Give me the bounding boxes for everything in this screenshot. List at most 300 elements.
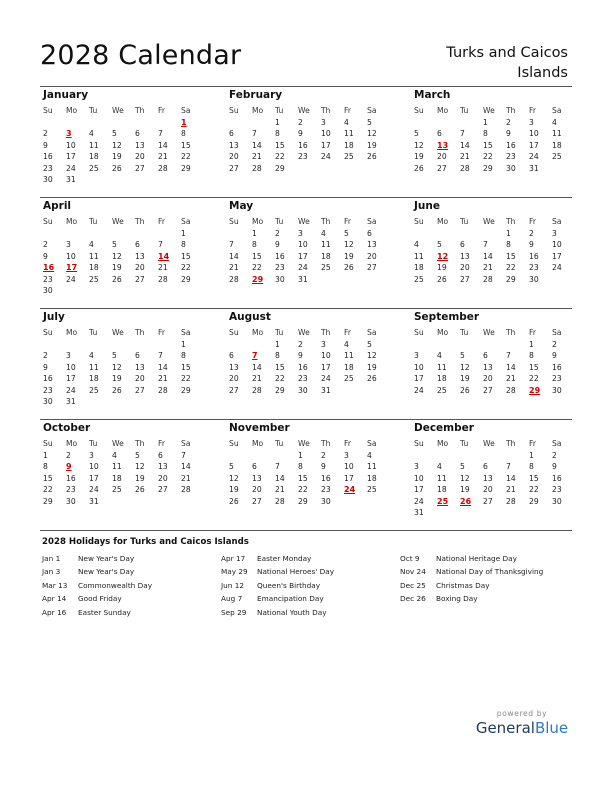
calendar-date: 29 — [529, 496, 539, 506]
empty-day — [135, 117, 158, 129]
calendar-date: 7 — [158, 240, 163, 249]
holiday-item — [42, 592, 152, 605]
calendar-date: 20 — [252, 485, 262, 494]
holiday-item-date: Jan 3 — [42, 567, 61, 577]
calendar-date: 21 — [229, 263, 239, 272]
calendar-date: 20 — [367, 251, 377, 261]
calendar-date: 20 — [135, 374, 145, 383]
calendar-date: 24 — [66, 163, 76, 173]
calendar-date: 11 — [552, 129, 562, 138]
weekday-header: Th — [135, 439, 145, 448]
holiday-date: 1 — [181, 117, 187, 127]
weekday-header: Th — [506, 217, 516, 226]
calendar-date: 24 — [298, 263, 308, 272]
weekday-header: We — [483, 439, 495, 448]
calendar-date: 29 — [181, 385, 191, 395]
calendar-date: 19 — [437, 263, 447, 272]
calendar-date: 18 — [367, 473, 377, 483]
page-title: 2028 Calendar — [40, 40, 242, 71]
calendar-date: 28 — [483, 274, 493, 284]
calendar-date: 15 — [506, 251, 516, 261]
calendar-date: 29 — [298, 496, 308, 506]
calendar-date: 17 — [89, 473, 99, 483]
month-days-grid — [43, 438, 217, 507]
calendar-date: 25 — [552, 152, 562, 161]
calendar-date: 11 — [437, 362, 447, 372]
weekday-header: Su — [414, 439, 424, 448]
calendar-date: 2 — [506, 117, 511, 127]
calendar-date: 1 — [275, 117, 280, 127]
holidays-title: 2028 Holidays for Turks and Caicos Islands — [42, 537, 249, 547]
calendar-date: 12 — [229, 473, 239, 483]
calendar-date: 26 — [367, 152, 377, 161]
calendar-date: 3 — [298, 228, 303, 238]
calendar-date: 5 — [367, 339, 372, 349]
holiday-item-name: National Day of Thanksgiving — [436, 567, 544, 577]
calendar-date: 6 — [229, 351, 234, 360]
empty-day — [158, 339, 181, 351]
calendar-date: 16 — [275, 251, 285, 261]
calendar-date: 24 — [321, 152, 331, 161]
calendar-date: 21 — [158, 263, 168, 272]
empty-day — [158, 228, 181, 240]
calendar-date: 1 — [181, 228, 186, 238]
weekday-header: Mo — [66, 328, 78, 337]
calendar-date: 15 — [181, 362, 191, 372]
calendar-date: 10 — [414, 362, 424, 372]
empty-day — [229, 228, 252, 240]
empty-day — [43, 117, 66, 129]
calendar-date: 9 — [529, 240, 534, 249]
calendar-date: 1 — [181, 339, 186, 349]
weekday-header: Sa — [552, 106, 562, 115]
calendar-date: 15 — [275, 362, 285, 372]
calendar-date: 7 — [483, 240, 488, 249]
month-name: May — [229, 200, 254, 212]
calendar-date: 6 — [135, 351, 140, 360]
brand-name-part-2: Blue — [534, 719, 569, 737]
calendar-date: 20 — [483, 374, 493, 383]
weekday-header: Mo — [437, 439, 449, 448]
empty-day — [252, 450, 275, 462]
calendar-date: 11 — [321, 240, 331, 249]
calendar-date: 12 — [344, 240, 354, 249]
calendar-date: 8 — [483, 129, 488, 138]
holiday-date: 9 — [66, 462, 72, 471]
weekday-header: Fr — [158, 106, 165, 115]
calendar-date: 7 — [181, 450, 186, 460]
brand-name — [474, 719, 570, 737]
calendar-date: 6 — [252, 462, 257, 471]
calendar-date: 7 — [252, 129, 257, 138]
calendar-date: 10 — [66, 140, 76, 150]
empty-day — [460, 228, 483, 240]
calendar-date: 19 — [344, 251, 354, 261]
calendar-date: 12 — [112, 362, 122, 372]
calendar-date: 14 — [506, 362, 516, 372]
empty-day — [252, 117, 275, 129]
calendar-date: 5 — [112, 240, 117, 249]
weekday-header: Su — [43, 328, 53, 337]
calendar-date: 22 — [181, 263, 191, 272]
holiday-date: 25 — [437, 496, 449, 506]
holiday-item-date: Apr 17 — [221, 554, 246, 563]
weekday-header: Tu — [275, 328, 284, 337]
calendar-date: 5 — [367, 117, 372, 127]
holiday-date: 26 — [460, 496, 472, 506]
month-name: October — [43, 422, 91, 434]
month-block — [40, 87, 217, 197]
calendar-date: 12 — [414, 140, 424, 150]
calendar-date: 13 — [483, 362, 493, 372]
calendar-date: 11 — [89, 362, 99, 372]
calendar-date: 25 — [367, 485, 377, 494]
calendar-date: 28 — [158, 385, 168, 395]
weekday-header: Su — [229, 106, 239, 115]
empty-day — [66, 228, 89, 240]
holiday-item-name: Boxing Day — [436, 594, 478, 604]
month-days-grid — [43, 327, 217, 408]
calendar-date: 21 — [158, 374, 168, 383]
calendar-date: 18 — [344, 362, 354, 372]
calendar-date: 18 — [437, 374, 447, 383]
calendar-date: 19 — [460, 374, 470, 383]
empty-day — [275, 450, 298, 462]
calendar-date: 7 — [158, 351, 163, 360]
calendar-date: 23 — [529, 263, 539, 272]
weekday-header: Su — [414, 106, 424, 115]
empty-day — [483, 450, 506, 462]
calendar-date: 26 — [344, 263, 354, 272]
empty-day — [437, 228, 460, 240]
calendar-date: 1 — [506, 228, 511, 238]
calendar-date: 18 — [437, 485, 447, 494]
calendar-date: 28 — [181, 485, 191, 494]
month-name: March — [414, 89, 451, 101]
calendar-date: 27 — [483, 496, 493, 506]
empty-day — [112, 117, 135, 129]
calendar-date: 15 — [298, 473, 308, 483]
calendar-date: 16 — [66, 473, 76, 483]
month-block — [403, 420, 571, 530]
weekday-header: Th — [321, 328, 331, 337]
weekday-header: Tu — [275, 106, 284, 115]
calendar-date: 24 — [66, 274, 76, 284]
calendar-date: 22 — [483, 152, 493, 161]
month-name: June — [414, 200, 440, 212]
calendar-row — [40, 308, 572, 419]
month-name: January — [43, 89, 89, 101]
weekday-header: Th — [321, 439, 331, 448]
empty-day — [414, 228, 437, 240]
calendar-date: 20 — [437, 152, 447, 161]
calendar-date: 27 — [367, 263, 377, 272]
holiday-item-name: Emancipation Day — [257, 594, 324, 604]
weekday-header: Su — [414, 217, 424, 226]
empty-day — [460, 117, 483, 129]
calendar-date: 25 — [321, 263, 331, 272]
empty-day — [437, 117, 460, 129]
calendar-date: 3 — [414, 351, 419, 360]
calendar-date: 5 — [460, 351, 465, 360]
weekday-header: We — [483, 106, 495, 115]
calendar-date: 12 — [135, 462, 145, 471]
calendar-date: 4 — [414, 240, 419, 249]
calendar-date: 12 — [367, 129, 377, 138]
holiday-item — [221, 606, 334, 619]
calendar-date: 16 — [298, 362, 308, 372]
calendar-date: 28 — [252, 385, 262, 395]
calendar-date: 2 — [275, 228, 280, 238]
calendar-date: 19 — [367, 362, 377, 372]
empty-day — [229, 117, 252, 129]
empty-day — [506, 339, 529, 351]
weekday-header: We — [112, 439, 124, 448]
calendar-date: 27 — [252, 496, 262, 506]
empty-day — [66, 117, 89, 129]
calendar-date: 10 — [344, 462, 354, 471]
calendar-date: 30 — [66, 496, 76, 506]
calendar-date: 1 — [275, 339, 280, 349]
holiday-date: 13 — [437, 140, 449, 150]
calendar-date: 6 — [483, 351, 488, 360]
weekday-header: Tu — [460, 217, 469, 226]
calendar-date: 12 — [367, 351, 377, 360]
calendar-date: 21 — [506, 485, 516, 494]
calendar-date: 30 — [275, 274, 285, 284]
holiday-item-date: Apr 14 — [42, 594, 67, 604]
calendar-date: 27 — [135, 385, 145, 395]
month-block — [40, 420, 217, 530]
calendar-date: 8 — [529, 462, 534, 471]
month-days-grid — [414, 438, 571, 519]
calendar-row — [40, 419, 572, 531]
calendar-date: 15 — [529, 362, 539, 372]
holiday-item-name: New Year's Day — [78, 554, 135, 563]
calendar-date: 18 — [89, 152, 99, 161]
calendar-date: 4 — [367, 450, 372, 460]
calendar-date: 6 — [135, 240, 140, 249]
weekday-header: Fr — [529, 328, 536, 337]
calendar-date: 30 — [506, 163, 516, 173]
calendar-date: 20 — [135, 152, 145, 161]
calendar-date: 23 — [552, 485, 562, 494]
empty-day — [414, 339, 437, 351]
weekday-header: Sa — [181, 328, 191, 337]
calendar-date: 2 — [552, 339, 557, 349]
calendar-date: 26 — [414, 163, 424, 173]
calendar-date: 27 — [229, 163, 239, 173]
calendar-date: 26 — [437, 274, 447, 284]
holidays-column — [400, 552, 543, 606]
holiday-item-date: May 29 — [221, 567, 248, 577]
calendar-date: 15 — [529, 473, 539, 483]
calendar-date: 9 — [506, 129, 511, 138]
calendar-date: 19 — [367, 140, 377, 150]
calendar-date: 29 — [43, 496, 53, 506]
holiday-item-date: Jun 12 — [221, 580, 245, 590]
calendar-date: 21 — [275, 485, 285, 494]
calendar-date: 15 — [252, 251, 262, 261]
calendar-date: 2 — [43, 129, 48, 138]
calendar-date: 3 — [66, 240, 71, 249]
country-name-line-1: Turks and Caicos — [446, 45, 568, 61]
holiday-item-name: New Year's Day — [78, 567, 135, 577]
empty-day — [229, 339, 252, 351]
calendar-date: 7 — [158, 129, 163, 138]
calendar-date: 25 — [89, 385, 99, 395]
holiday-item — [221, 579, 334, 592]
calendar-date: 2 — [529, 228, 534, 238]
calendar-date: 14 — [158, 140, 168, 150]
calendar-date: 20 — [135, 263, 145, 272]
calendar-date: 23 — [43, 385, 53, 395]
calendar-date: 23 — [43, 163, 53, 173]
calendar-date: 27 — [135, 163, 145, 173]
weekday-header: Tu — [460, 328, 469, 337]
holiday-item — [400, 592, 543, 605]
calendar-date: 18 — [552, 140, 562, 150]
calendar-date: 26 — [460, 385, 470, 395]
calendar-date: 29 — [483, 163, 493, 173]
holiday-date: 29 — [252, 274, 264, 284]
calendar-date: 21 — [483, 263, 493, 272]
holiday-item-name: Commonwealth Day — [78, 580, 153, 590]
calendar-date: 3 — [66, 351, 71, 360]
calendar-date: 14 — [275, 473, 285, 483]
calendar-date: 19 — [112, 374, 122, 383]
calendar-date: 30 — [552, 496, 562, 506]
calendar-date: 10 — [66, 251, 76, 261]
calendar-date: 16 — [43, 374, 53, 383]
calendar-date: 28 — [229, 274, 239, 284]
holidays-column — [42, 552, 152, 619]
calendar-date: 3 — [414, 462, 419, 471]
weekday-header: Mo — [252, 439, 264, 448]
calendar-date: 14 — [158, 362, 168, 372]
holiday-date: 3 — [66, 129, 72, 138]
calendar-date: 1 — [298, 450, 303, 460]
weekday-header: Sa — [552, 439, 562, 448]
weekday-header: Th — [135, 217, 145, 226]
empty-day — [460, 339, 483, 351]
weekday-header: Su — [43, 439, 53, 448]
weekday-header: Th — [321, 106, 331, 115]
calendar-date: 26 — [112, 163, 122, 173]
generalblue-logo — [474, 709, 570, 737]
calendar-date: 17 — [414, 485, 424, 494]
calendar-date: 1 — [529, 339, 534, 349]
month-days-grid — [414, 105, 571, 174]
weekday-header: We — [112, 217, 124, 226]
calendar-date: 23 — [298, 152, 308, 161]
calendar-date: 1 — [529, 450, 534, 460]
calendar-date: 25 — [89, 274, 99, 284]
month-block — [40, 198, 217, 308]
calendar-date: 24 — [414, 385, 424, 395]
calendar-date: 11 — [344, 351, 354, 360]
weekday-header: Fr — [344, 217, 351, 226]
calendar-date: 4 — [89, 240, 94, 249]
calendar-date: 25 — [344, 374, 354, 383]
month-days-grid — [414, 327, 571, 396]
calendar-date: 21 — [158, 152, 168, 161]
calendar-date: 1 — [483, 117, 488, 127]
weekday-header: Mo — [252, 328, 264, 337]
calendar-date: 15 — [43, 473, 53, 483]
weekday-header: Mo — [437, 106, 449, 115]
holiday-date: 29 — [529, 385, 541, 395]
calendar-date: 22 — [275, 374, 285, 383]
calendar-date: 29 — [275, 163, 285, 173]
calendar-date: 7 — [229, 240, 234, 249]
calendar-date: 9 — [552, 351, 557, 360]
weekday-header: We — [112, 106, 124, 115]
calendar-date: 8 — [275, 129, 280, 138]
weekday-header: Fr — [344, 328, 351, 337]
empty-day — [252, 339, 275, 351]
month-name: August — [229, 311, 271, 323]
calendar-date: 6 — [437, 129, 442, 138]
calendar-date: 25 — [344, 152, 354, 161]
calendar-date: 19 — [135, 473, 145, 483]
calendar-date: 31 — [66, 175, 76, 184]
calendar-date: 3 — [321, 117, 326, 127]
calendar-date: 16 — [43, 152, 53, 161]
calendar-date: 24 — [89, 485, 99, 494]
calendar-date: 3 — [552, 228, 557, 238]
calendar-date: 5 — [229, 462, 234, 471]
calendar-date: 27 — [483, 385, 493, 395]
holiday-item-date: Mar 13 — [42, 580, 68, 590]
empty-day — [437, 450, 460, 462]
calendar-date: 13 — [135, 140, 145, 150]
calendar-date: 18 — [89, 374, 99, 383]
holiday-item-name: Christmas Day — [436, 580, 490, 590]
calendar-date: 7 — [506, 462, 511, 471]
month-name: July — [43, 311, 65, 323]
weekday-header: Tu — [460, 439, 469, 448]
calendar-date: 19 — [460, 485, 470, 494]
calendar-date: 22 — [43, 485, 53, 494]
calendar-date: 27 — [460, 274, 470, 284]
calendar-date: 25 — [437, 385, 447, 395]
weekday-header: Sa — [552, 217, 562, 226]
calendar-date: 5 — [344, 228, 349, 238]
weekday-header: Mo — [252, 106, 264, 115]
holiday-item-name: Easter Sunday — [78, 607, 131, 617]
weekday-header: Sa — [181, 439, 191, 448]
month-days-grid — [229, 216, 403, 285]
calendar-date: 14 — [460, 140, 470, 150]
weekday-header: Tu — [89, 328, 98, 337]
weekday-header: Sa — [181, 217, 191, 226]
weekday-header: Fr — [529, 217, 536, 226]
calendar-date: 4 — [344, 117, 349, 127]
weekday-header: Su — [229, 217, 239, 226]
empty-day — [414, 450, 437, 462]
calendar-date: 30 — [321, 496, 331, 506]
holiday-item-date: Oct 9 — [400, 554, 420, 563]
calendar-date: 25 — [89, 163, 99, 173]
holiday-date: 16 — [43, 263, 55, 272]
calendar-date: 24 — [529, 152, 539, 161]
weekday-header: Fr — [344, 106, 351, 115]
weekday-header: Sa — [367, 328, 377, 337]
weekday-header: Tu — [275, 217, 284, 226]
calendar-date: 15 — [181, 140, 191, 150]
holiday-date: 24 — [344, 485, 356, 494]
